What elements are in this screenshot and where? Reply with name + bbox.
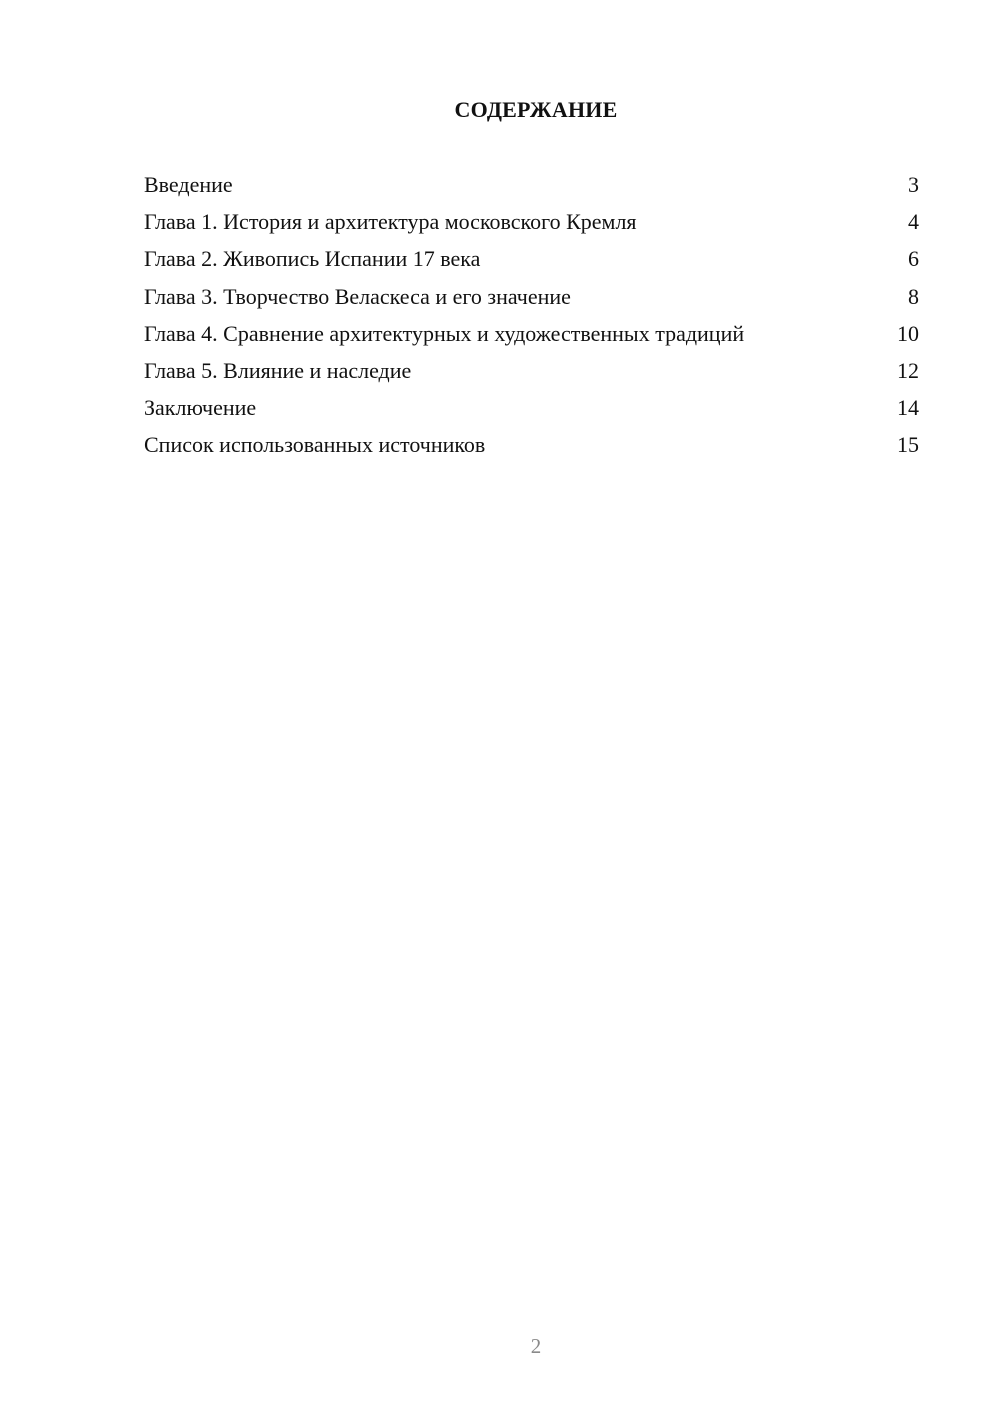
toc-title: СОДЕРЖАНИЕ [454, 97, 618, 122]
toc-entry-text: Глава 1. История и архитектура московского Кремля [144, 209, 637, 235]
toc-entry-chapter-3 [144, 281, 919, 318]
toc-entry-text: Глава 2. Живопись Испании 17 века [144, 246, 481, 272]
toc-entry-page: 3 [908, 172, 919, 197]
toc-entry-page: 4 [908, 209, 919, 235]
page-number: 2 [530, 1334, 542, 1358]
toc-entry-references [144, 429, 919, 466]
toc-entry-text: Заключение [144, 395, 257, 421]
toc-entry-text: Глава 3. Творчество Веласкеса и его значение [144, 283, 571, 309]
toc-entry-text: Список использованных источников [144, 432, 486, 458]
toc-entry-chapter-2 [144, 243, 919, 280]
toc-entry-chapter-1 [144, 206, 919, 243]
toc-entry-page: 14 [897, 395, 919, 421]
table-of-contents [144, 169, 919, 467]
toc-entry-page: 8 [908, 283, 919, 309]
toc-entry-chapter-5 [144, 355, 919, 392]
toc-entry-introduction [144, 169, 919, 206]
toc-entry-page: 12 [897, 357, 919, 383]
toc-entry-text: Глава 4. Сравнение архитектурных и художественных традиций [144, 320, 745, 346]
toc-entry-page: 6 [908, 246, 919, 272]
toc-entry-conclusion [144, 392, 919, 429]
toc-entry-chapter-4 [144, 318, 919, 355]
toc-entry-page: 10 [897, 320, 919, 346]
toc-entry-page: 15 [897, 432, 919, 458]
toc-entry-text: Глава 5. Влияние и наследие [144, 357, 412, 383]
toc-entry-text: Введение [144, 172, 233, 197]
